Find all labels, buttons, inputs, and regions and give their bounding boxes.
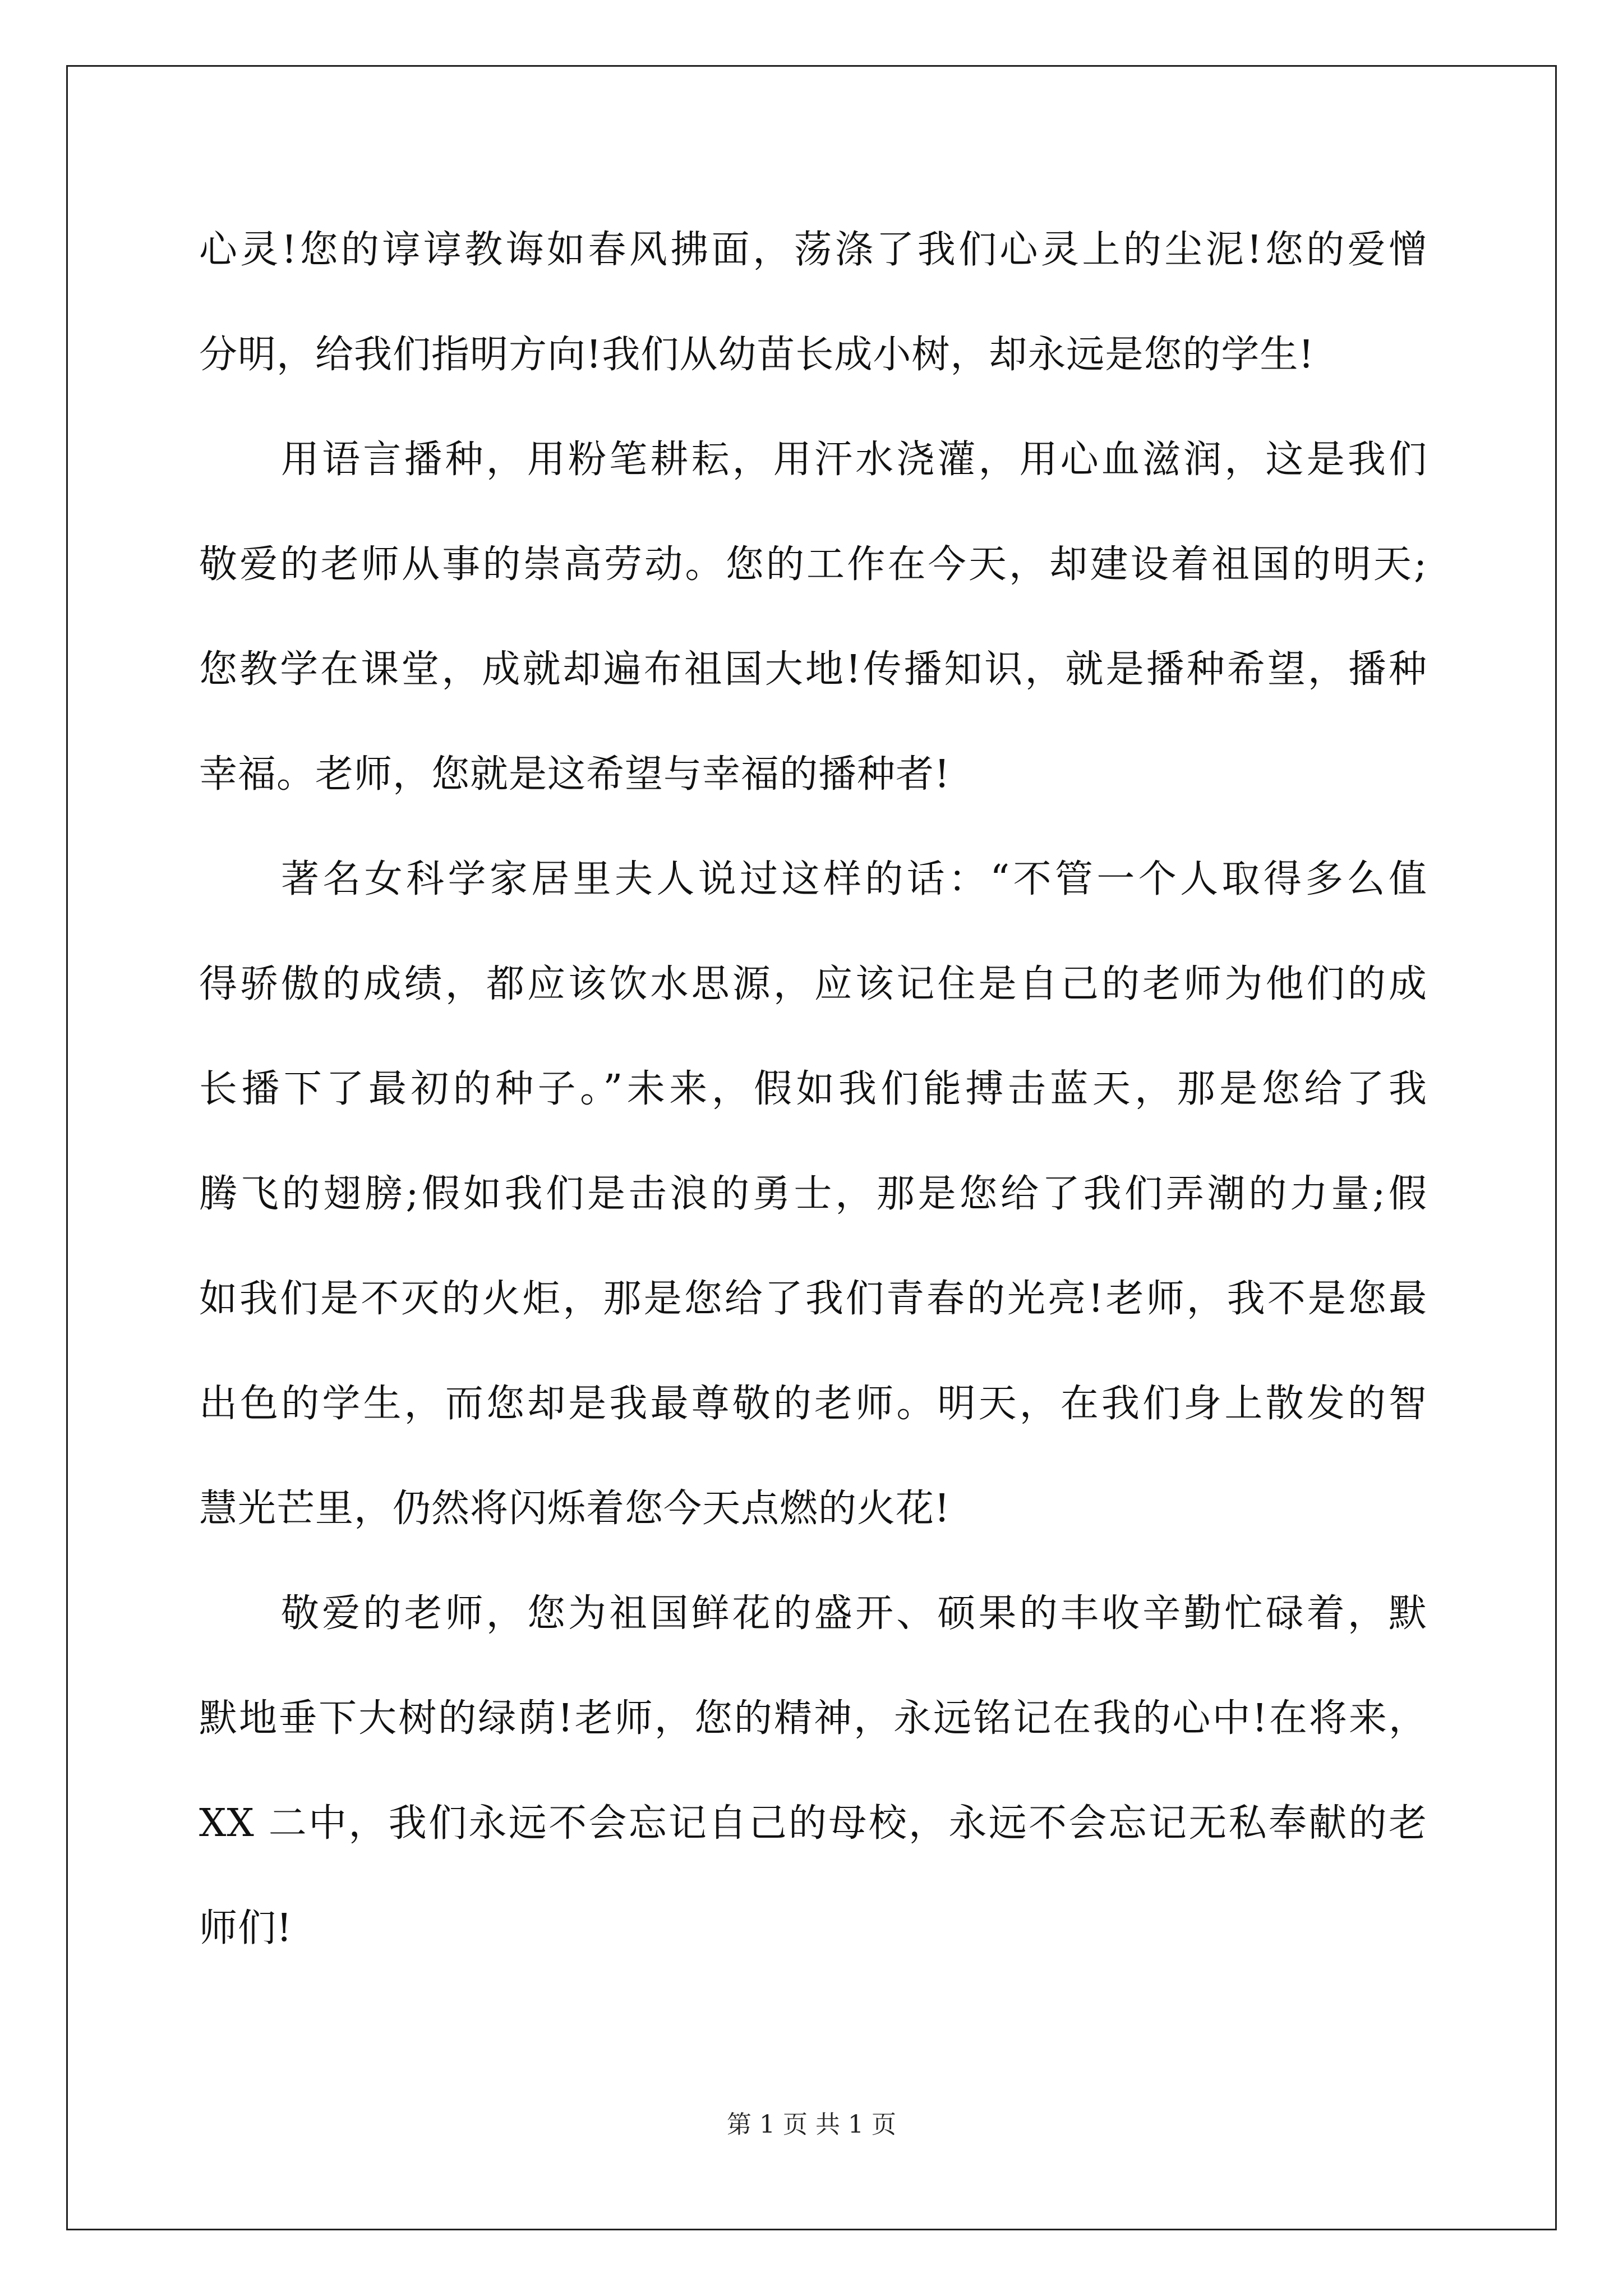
text-line: 用语言播种，用粉笔耕耘，用汗水浇灌，用心血滋润，这是我们	[281, 438, 1427, 482]
text-line: 得骄傲的成绩，都应该饮水思源，应该记住是自己的老师为他们的成	[199, 962, 1427, 1006]
text-line: XX 二中，我们永远不会忘记自己的母校，永远不会忘记无私奉献的老	[199, 1801, 1427, 1846]
text-line: 心灵!您的谆谆教诲如春风拂面，荡涤了我们心灵上的尘泥!您的爱憎	[199, 228, 1427, 272]
text-line: 幸福。老师，您就是这希望与幸福的播种者!	[199, 752, 951, 797]
text-line: 默地垂下大树的绿荫!老师，您的精神，永远铭记在我的心中!在将来，	[199, 1696, 1427, 1741]
text-line: 师们!	[199, 1906, 293, 1950]
text-line: 长播下了最初的种子。”未来，假如我们能搏击蓝天，那是您给了我	[199, 1067, 1427, 1111]
document-body	[199, 217, 1427, 2000]
text-line: 慧光芒里，仍然将闪烁着您今天点燃的火花!	[199, 1487, 951, 1531]
text-line: 出色的学生，而您却是我最尊敬的老师。明天，在我们身上散发的智	[199, 1382, 1427, 1426]
text-line: 如我们是不灭的火炬，那是您给了我们青春的光亮!老师，我不是您最	[199, 1277, 1427, 1321]
text-line: 分明，给我们指明方向!我们从幼苗长成小树，却永远是您的学生!	[199, 333, 1315, 377]
text-line: 敬爱的老师从事的崇高劳动。您的工作在今天，却建设着祖国的明天;	[199, 542, 1427, 587]
text-line: 敬爱的老师，您为祖国鲜花的盛开、硕果的丰收辛勤忙碌着，默	[281, 1591, 1427, 1636]
text-line: 著名女科学家居里夫人说过这样的话：“不管一个人取得多么值	[281, 857, 1427, 901]
text-line: 腾飞的翅膀;假如我们是击浪的勇士，那是您给了我们弄潮的力量;假	[199, 1172, 1427, 1216]
text-line: 您教学在课堂，成就却遍布祖国大地!传播知识，就是播种希望，播种	[199, 647, 1427, 692]
page-number-footer: 第 1 页 共 1 页	[727, 2110, 896, 2139]
